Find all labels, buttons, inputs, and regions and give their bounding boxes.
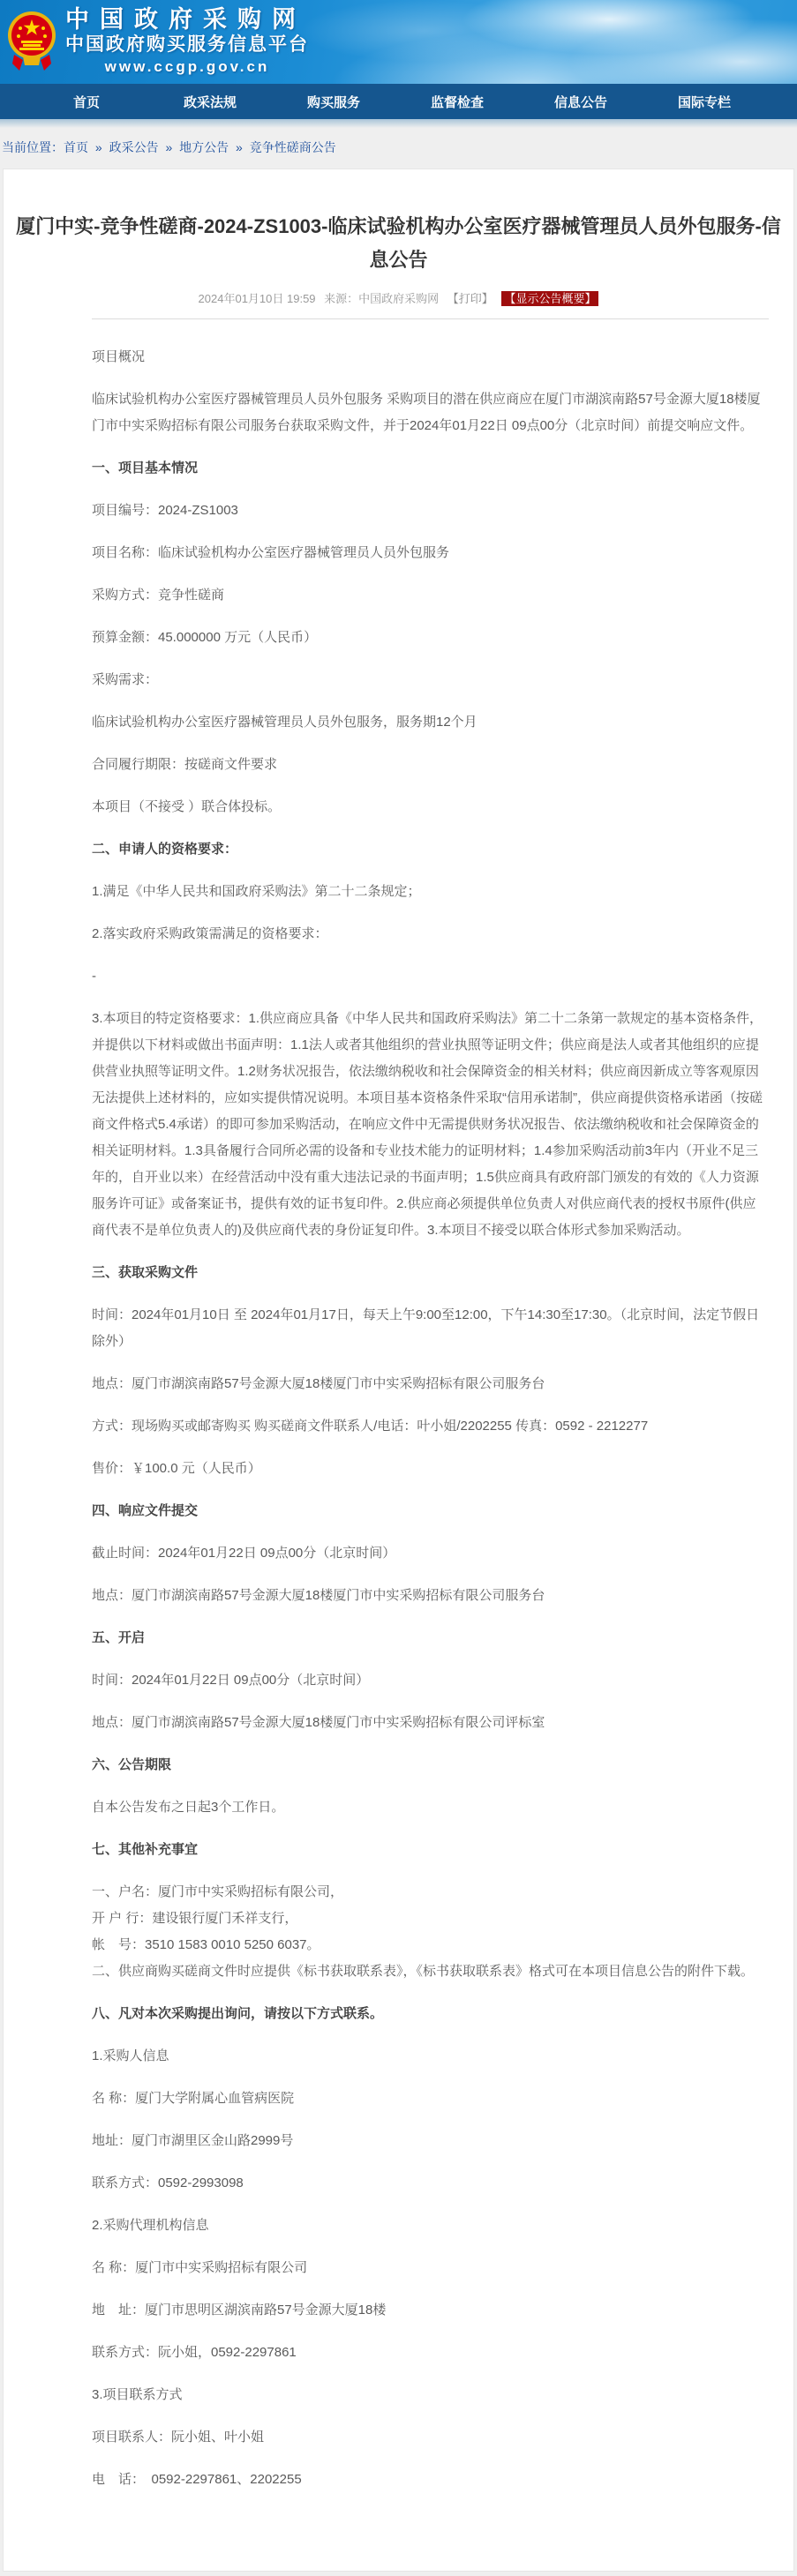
breadcrumb-label: 当前位置： <box>2 140 64 154</box>
article-paragraph: 2.落实政府采购政策需满足的资格要求： <box>92 926 328 941</box>
section-heading: 二、申请人的资格要求： <box>92 842 238 857</box>
site-url: www.ccgp.gov.cn <box>104 58 270 75</box>
breadcrumb <box>0 128 797 168</box>
article-paragraph: 方式：现场购买或邮寄购买 购买磋商文件联系人/电话：叶小姐/2202255 传真：0592 - 2212277 <box>92 1419 649 1434</box>
article-paragraph: 一、户名：厦门市中实采购招标有限公司， <box>92 1884 344 1899</box>
article-paragraph: 地址：厦门市湖里区金山路2999号 <box>92 2133 294 2148</box>
breadcrumb-separator: » <box>94 140 102 154</box>
site-subtitle: 中国政府购买服务信息平台 <box>65 34 309 55</box>
section-heading: 四、响应文件提交 <box>92 1503 199 1518</box>
article-paragraph: 1.采购人信息 <box>92 2048 169 2063</box>
breadcrumb-item-announcements[interactable]: 政采公告 <box>109 140 159 154</box>
site-text <box>65 5 309 78</box>
article-paragraph: 截止时间：2024年01月22日 09点00分（北京时间） <box>92 1546 396 1561</box>
nav-item-regulations[interactable]: 政采法规 <box>183 94 237 110</box>
article-paragraph: 项目概况 <box>92 349 146 364</box>
article-paragraph: 自本公告发布之日起3个工作日。 <box>92 1800 285 1815</box>
article-meta <box>4 289 793 306</box>
site-banner <box>0 0 797 84</box>
site-logo-link[interactable] <box>7 5 309 78</box>
breadcrumb-separator: » <box>236 140 243 154</box>
article-paragraph: 地点：厦门市湖滨南路57号金源大厦18楼厦门市中实采购招标有限公司服务台 <box>92 1376 545 1391</box>
article-paragraph: 地 址：厦门市思明区湖滨南路57号金源大厦18楼 <box>92 2303 387 2318</box>
article-paragraph: 预算金额：45.000000 万元（人民币） <box>92 630 318 645</box>
article-paragraph: 3.本项目的特定资格要求：1.供应商应具备《中华人民共和国政府采购法》第二十二条第一款规定的基本资格条件，并提供以下材料或做出书面声明：1.1法人或者其他组织的营业执照等证明文件；供应商是法人或者其他组织的应提供营业执照等证明文件。1.2财务状况报告，依法缴纳税收和社会保障资金的相关材料；供应商因新成立等客观原因无法提供上述材料的，应如实提供情况说明。本项目基本资格条件采取“信用承诺制”，供应商提供资格承诺函（按磋商文件格式5.4承诺）的即可参加采购活动，在响应文件中无需提供财务状况报告、依法缴纳税收和社会保障资金的相关证明材料。1.3具备履行合同所必需的设备和专业技术能力的证明材料；1.4参加采购活动前3年内（开业不足三年的，自开业以来）在经营活动中没有重大违法记录的书面声明；1.5供应商具有政府部门颁发的有效的《人力资源服务许可证》或备案证书，提供有效的证书复印件。2.供应商必须提供单位负责人对供应商代表的授权书原件(供应商代表不是单位负责人的)及供应商代表的身份证复印件。3.本项目不接受以联合体形式参加采购活动。 <box>92 1011 763 1238</box>
article-panel <box>3 168 794 2572</box>
article-body <box>92 344 769 2493</box>
national-emblem-icon <box>7 9 56 72</box>
article-paragraph: - <box>92 969 96 984</box>
article-paragraph: 项目名称：临床试验机构办公室医疗器械管理员人员外包服务 <box>92 545 450 560</box>
article-paragraph: 本项目（不接受 ）联合体投标。 <box>92 799 282 814</box>
show-summary-button[interactable]: 【显示公告概要】 <box>501 291 598 306</box>
article-paragraph: 地点：厦门市湖滨南路57号金源大厦18楼厦门市中实采购招标有限公司评标室 <box>92 1715 545 1730</box>
main-nav <box>0 84 797 119</box>
nav-item-international[interactable]: 国际专栏 <box>677 94 731 110</box>
breadcrumb-item-local[interactable]: 地方公告 <box>179 140 229 154</box>
section-heading: 五、开启 <box>92 1630 146 1645</box>
article-paragraph: 2.采购代理机构信息 <box>92 2218 209 2233</box>
section-heading: 一、项目基本情况 <box>92 461 199 476</box>
section-heading: 八、凡对本次采购提出询问，请按以下方式联系。 <box>92 2006 384 2021</box>
site-title: 中国政府采购网 <box>65 6 306 33</box>
breadcrumb-separator: » <box>165 140 173 154</box>
article-paragraph: 项目编号：2024-ZS1003 <box>92 503 238 518</box>
nav-item-home[interactable]: 首页 <box>72 94 100 110</box>
article-paragraph: 采购需求： <box>92 672 159 687</box>
article-paragraph: 帐 号：3510 1583 0010 5250 6037。 <box>92 1937 320 1952</box>
article-paragraph: 名 称：厦门大学附属心血管病医院 <box>92 2091 295 2106</box>
section-heading: 六、公告期限 <box>92 1757 172 1772</box>
nav-item-supervision[interactable]: 监督检查 <box>430 94 484 110</box>
breadcrumb-item-home[interactable]: 首页 <box>64 140 88 154</box>
article-paragraph: 开 户 行：建设银行厦门禾祥支行， <box>92 1911 298 1926</box>
article-paragraph: 时间：2024年01月10日 至 2024年01月17日，每天上午9:00至12:00，下午14:30至17:30。（北京时间，法定节假日除外） <box>92 1307 760 1349</box>
article-paragraph: 地点：厦门市湖滨南路57号金源大厦18楼厦门市中实采购招标有限公司服务台 <box>92 1588 545 1603</box>
nav-item-purchase-services[interactable]: 购买服务 <box>306 94 360 110</box>
nav-bottom-gradient <box>0 119 797 128</box>
article-paragraph: 3.项目联系方式 <box>92 2387 183 2402</box>
breadcrumb-item-competitive[interactable]: 竞争性磋商公告 <box>249 140 336 154</box>
article-paragraph: 合同履行期限：按磋商文件要求 <box>92 757 278 772</box>
meta-divider <box>92 318 769 319</box>
article-paragraph: 1.满足《中华人民共和国政府采购法》第二十二条规定； <box>92 884 421 899</box>
article-paragraph: 二、供应商购买磋商文件时应提供《标书获取联系表》，《标书获取联系表》格式可在本项目信息公告的附件下载。 <box>92 1964 755 1979</box>
article-paragraph: 电 话： 0592-2297861、2202255 <box>92 2472 302 2487</box>
article-paragraph: 时间：2024年01月22日 09点00分（北京时间） <box>92 1673 370 1688</box>
article-source: 来源：中国政府采购网 <box>324 292 440 305</box>
section-heading: 七、其他补充事宜 <box>92 1842 199 1857</box>
article-paragraph: 联系方式：0592-2993098 <box>92 2175 244 2190</box>
article-datetime: 2024年01月10日 19:59 <box>198 292 316 305</box>
article-paragraph: 联系方式：阮小姐，0592-2297861 <box>92 2345 297 2360</box>
article-paragraph: 名 称：厦门市中实采购招标有限公司 <box>92 2260 308 2275</box>
article-paragraph: 临床试验机构办公室医疗器械管理员人员外包服务，服务期12个月 <box>92 715 477 730</box>
section-heading: 三、获取采购文件 <box>92 1265 199 1280</box>
print-button[interactable]: 【打印】 <box>447 292 493 305</box>
article-paragraph: 临床试验机构办公室医疗器械管理员人员外包服务 采购项目的潜在供应商应在厦门市湖滨南路57号金源大厦18楼厦门市中实采购招标有限公司服务台获取采购文件，并于2024年01月22日 09点00分（北京时间）前提交响应文件。 <box>92 392 761 433</box>
article-title: 厦门中实-竞争性磋商-2024-ZS1003-临床试验机构办公室医疗器械管理员人员外包服务-信息公告 <box>16 215 781 271</box>
article-content <box>4 318 793 2493</box>
article-paragraph: 售价：￥100.0 元（人民币） <box>92 1461 261 1476</box>
article-paragraph: 项目联系人：阮小姐、叶小姐 <box>92 2430 265 2445</box>
article-paragraph: 采购方式：竞争性磋商 <box>92 588 225 603</box>
nav-item-announcements[interactable]: 信息公告 <box>553 94 607 110</box>
